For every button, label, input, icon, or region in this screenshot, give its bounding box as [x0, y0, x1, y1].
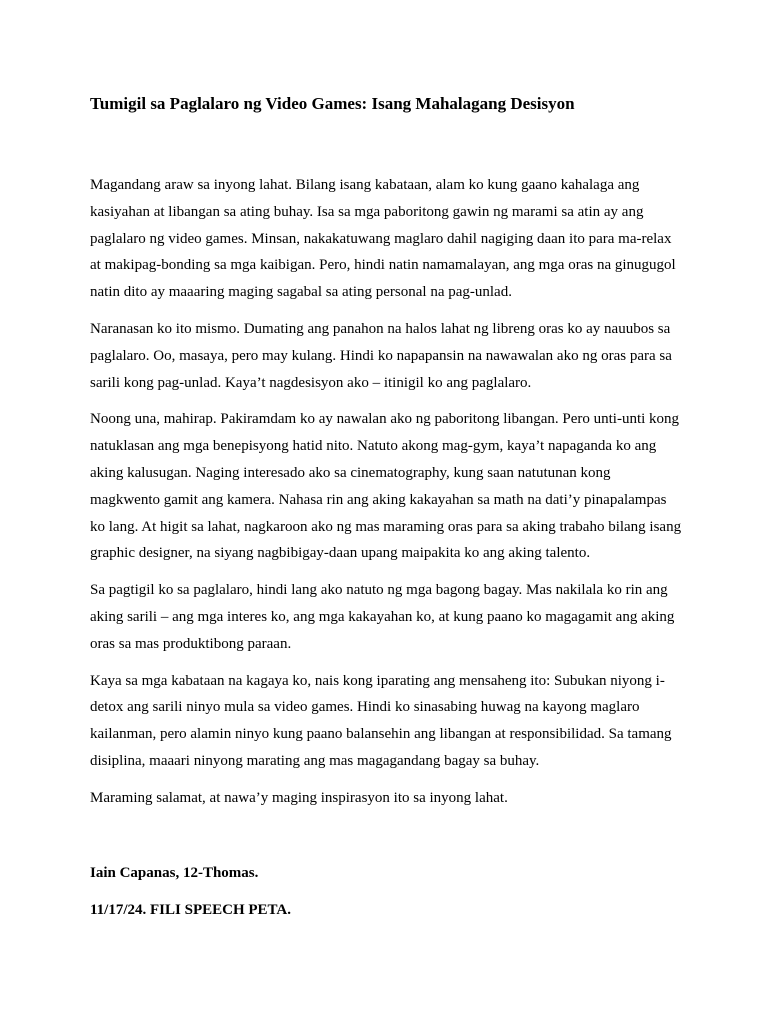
paragraph-message: Kaya sa mga kabataan na kagaya ko, nais kong iparating ang mensaheng ito: Subukan niyong i-detox ang sarili ninyo mula sa video games. Hindi ko sinasabing huwag na kayong maglaro kailanman, pero alamin ninyo kung paano balansehin ang libangan at responsibilidad. Sa tamang disiplina, maaari ninyong marating ang mas magagandang bagay sa buhay. [90, 672, 672, 769]
speech-body [90, 172, 682, 822]
date-course-line: 11/17/24. FILI SPEECH PETA. [90, 902, 292, 918]
paragraph-benefits: Noong una, mahirap. Pakiramdam ko ay nawalan ako ng paboritong libangan. Pero unti-unti kong natuklasan ang mga benepisyong hatid nito. Natuto akong mag-gym, kaya’t napaganda ko ang aking kalusugan. Naging interesado ako sa cinematography, kung saan natutunan kong magkwento gamit ang kamera. Nahasa rin ang aking kakayahan sa math na dati’y pinapalampas ko lang. At higit sa lahat, nagkaroon ako ng mas maraming oras para sa aking trabaho bilang isang graphic designer, na siyang nagbibigay-daan upang maipakita ko ang aking talento. [90, 411, 682, 562]
paragraph-intro: Magandang araw sa inyong lahat. Bilang isang kabataan, alam ko kung gaano kahalaga ang kasiyahan at libangan sa ating buhay. Isa sa mga paboritong gawin ng marami sa atin ay ang paglalaro ng video games. Minsan, nakakatuwang maglaro dahil nagiging daan ito para ma-relax at makipag-bonding sa mga kaibigan. Pero, hindi natin namamalayan, ang mga oras na ginugugol natin dito ay maaaring maging sagabal sa ating personal na pag-unlad. [90, 177, 676, 301]
author-line: Iain Capanas, 12-Thomas. [90, 865, 259, 881]
document-title: Tumigil sa Paglalaro ng Video Games: Isang Mahalagang Desisyon [90, 94, 575, 113]
paragraph-experience: Naranasan ko ito mismo. Dumating ang panahon na halos lahat ng libreng oras ko ay nauubos sa paglalaro. Oo, masaya, pero may kulang. Hindi ko napapansin na nawawalan ako ng oras para sa sarili kong pag-unlad. Kaya’t nagdesisyon ako – itinigil ko ang paglalaro. [90, 320, 672, 391]
paragraph-closing: Maraming salamat, at nawa’y maging inspirasyon ito sa inyong lahat. [90, 789, 508, 806]
paragraph-self-discovery: Sa pagtigil ko sa paglalaro, hindi lang ako natuto ng mga bagong bagay. Mas nakilala ko rin ang aking sarili – ang mga interes ko, ang mga kakayahan ko, at kung paano ko magagamit ang aking oras sa mas produktibong paraan. [90, 582, 675, 652]
